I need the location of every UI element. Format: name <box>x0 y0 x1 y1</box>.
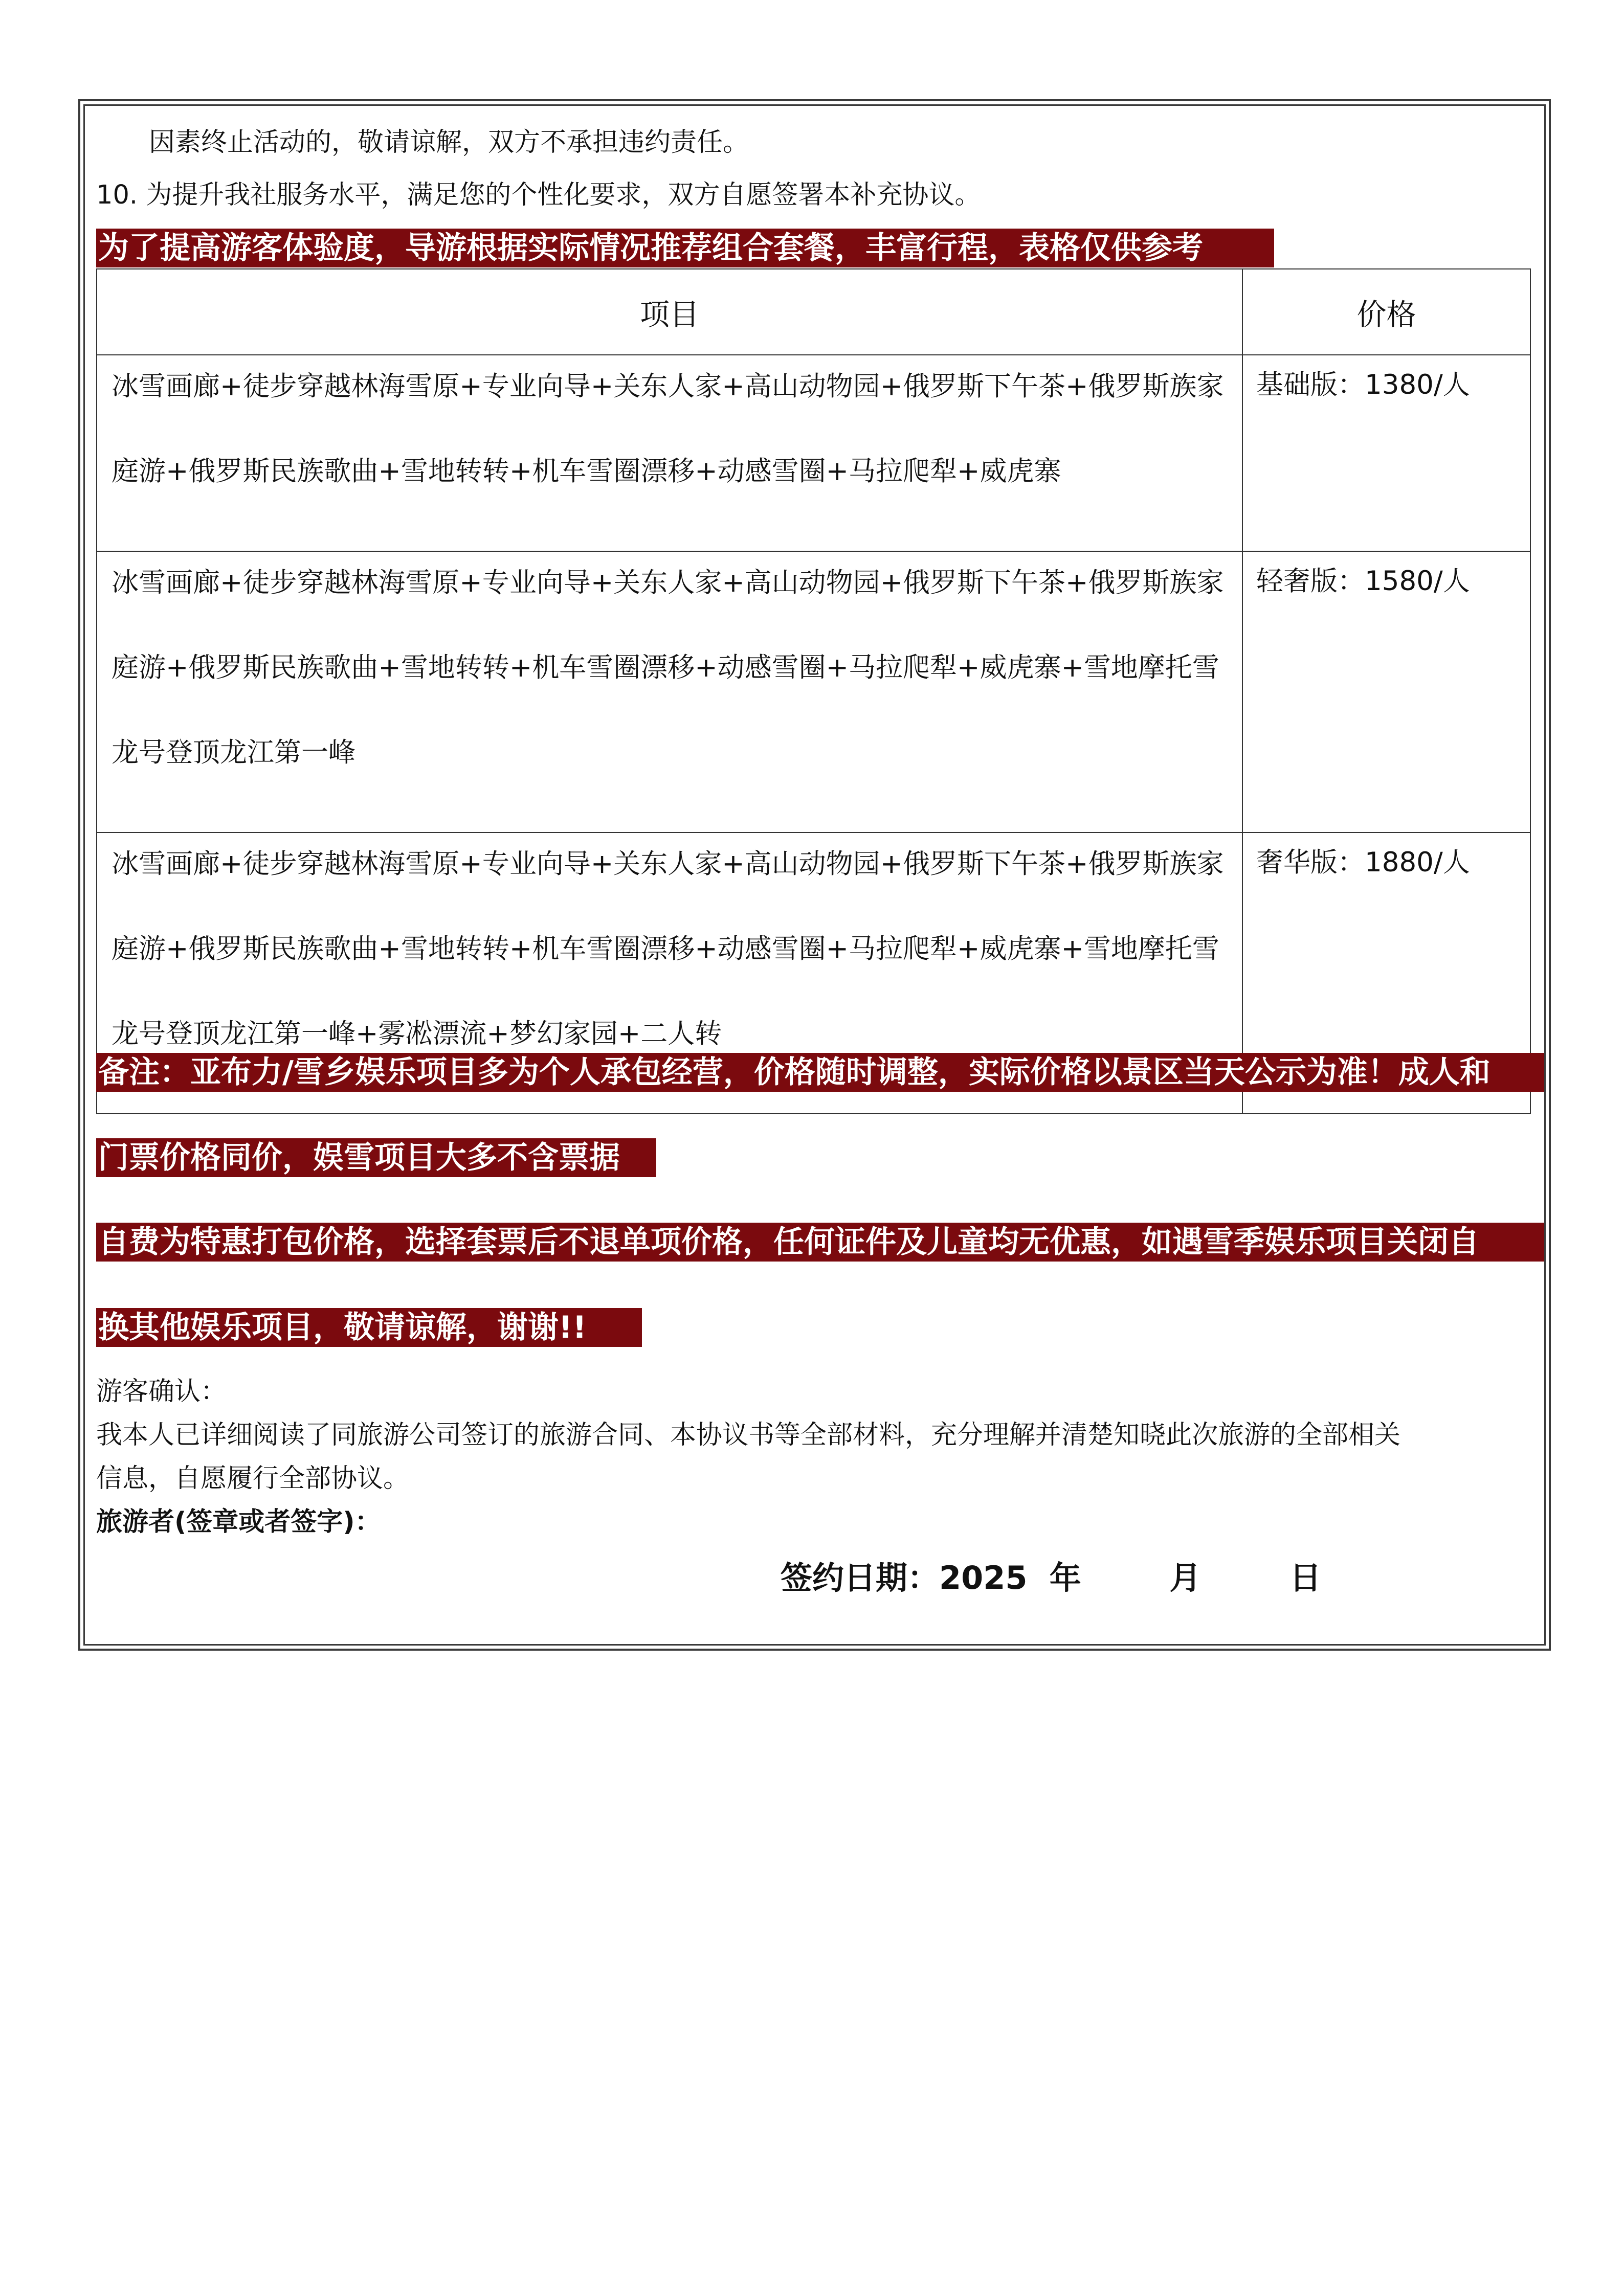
package-price-basic: 基础版：1380/人 <box>1242 355 1530 551</box>
confirm-text-2: 信息，自愿履行全部协议。 <box>96 1464 410 1494</box>
sign-date: 签约日期：2025 年 月 日 <box>781 1559 1322 1596</box>
table-row <box>97 551 1530 832</box>
table-header-row <box>97 269 1530 355</box>
package-items-light-luxury <box>97 551 1242 832</box>
intro-line-2: 10. 为提升我社服务水平，满足您的个性化要求，双方自愿签署本补充协议。 <box>96 180 981 210</box>
package-table <box>96 268 1531 1114</box>
note-line-1: 备注：亚布力/雪乡娱乐项目多为个人承包经营，价格随时调整，实际价格以景区当天公示为准！成人和 <box>96 1053 1546 1092</box>
note-line-3: 自费为特惠打包价格，选择套票后不退单项价格，任何证件及儿童均无优惠，如遇雪季娱乐项目关闭自 <box>96 1223 1546 1262</box>
package-price-luxury: 奢华版：1880/人 <box>1242 832 1530 1114</box>
items-text: 冰雪画廊+徒步穿越林海雪原+专业向导+关东人家+高山动物园+俄罗斯下午茶+俄罗斯族家庭游+俄罗斯民族歌曲+雪地转转+机车雪圈漂移+动感雪圈+马拉爬犁+威虎寨+雪地摩托雪龙号登顶龙江第一峰 <box>112 567 1224 768</box>
header-items: 项目 <box>97 269 1242 355</box>
header-price: 价格 <box>1242 269 1530 355</box>
items-text: 冰雪画廊+徒步穿越林海雪原+专业向导+关东人家+高山动物园+俄罗斯下午茶+俄罗斯族家庭游+俄罗斯民族歌曲+雪地转转+机车雪圈漂移+动感雪圈+马拉爬犁+威虎寨+雪地摩托雪龙号登顶龙江第一峰+雾凇漂流+梦幻家园+二人转 <box>112 848 1224 1049</box>
intro-line-1: 因素终止活动的，敬请谅解，双方不承担违约责任。 <box>149 127 749 157</box>
table-row <box>97 355 1530 551</box>
recommendation-banner: 为了提高游客体验度，导游根据实际情况推荐组合套餐，丰富行程，表格仅供参考 <box>96 229 1274 267</box>
package-price-light-luxury: 轻奢版：1580/人 <box>1242 551 1530 832</box>
document-frame <box>83 104 1546 1646</box>
note-line-4: 换其他娱乐项目，敬请谅解，谢谢!! <box>96 1308 642 1347</box>
confirm-text-1: 我本人已详细阅读了同旅游公司签订的旅游合同、本协议书等全部材料，充分理解并清楚知晓此次旅游的全部相关 <box>96 1420 1401 1450</box>
package-items-basic <box>97 355 1242 551</box>
confirm-title: 游客确认： <box>96 1377 227 1407</box>
items-text: 冰雪画廊+徒步穿越林海雪原+专业向导+关东人家+高山动物园+俄罗斯下午茶+俄罗斯族家庭游+俄罗斯民族歌曲+雪地转转+机车雪圈漂移+动感雪圈+马拉爬犁+威虎寨 <box>112 371 1224 487</box>
signer-label: 旅游者(签章或者签字)： <box>96 1507 381 1537</box>
note-line-2: 门票价格同价，娱雪项目大多不含票据 <box>96 1138 656 1177</box>
